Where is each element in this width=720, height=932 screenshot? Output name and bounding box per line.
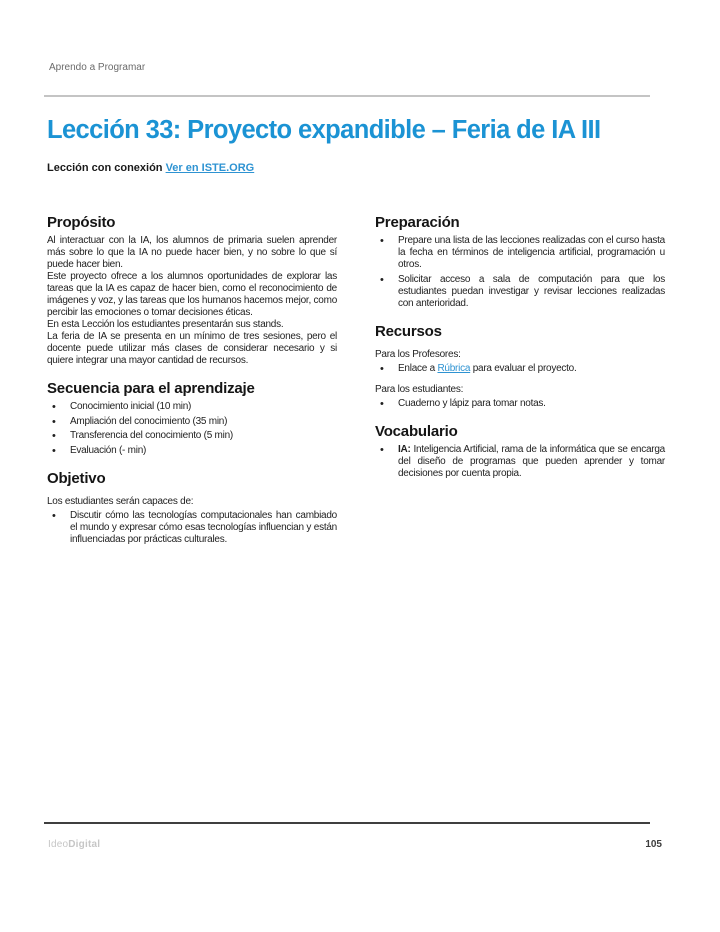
students-label: Para los estudiantes: [375,383,464,395]
list-item: • Ampliación del conocimiento (35 min) [47,416,337,428]
running-header: Aprendo a Programar [49,62,146,73]
vocabulario-list [375,444,665,480]
connection-line [47,162,665,174]
list-item: • Conocimiento inicial (10 min) [47,401,337,413]
proposito-heading: Propósito [47,214,116,231]
brand-ideo: Ideo [48,839,69,850]
list-item: • Evaluación (- min) [47,445,337,457]
list-item: • Discutir cómo las tecnologías computacionales han cambiado el mundo y expresar cómo esas tecnologías influencian y están influenciadas por prácticas culturales. [47,510,337,546]
page-number: 105 [645,839,662,850]
teachers-label: Para los Profesores: [375,348,461,360]
students-list [375,398,665,410]
proposito-paragraph: Este proyecto ofrece a los alumnos oportunidades de explorar las tareas que la IA es capaz de hacer bien, como el reconocimiento de imágenes y voz, y las tareas que los humanos hacemos mejor, como percibir las emociones o tomar decisiones éticas. [47,271,337,318]
page-title: Lección 33: Proyecto expandible – Feria de IA III [47,116,601,144]
preparacion-list [375,235,665,310]
brand-digital: Digital [68,839,101,850]
left-column [47,214,337,548]
secuencia-list [47,401,337,457]
vocab-term: IA: [398,443,411,455]
list-item [375,363,665,375]
content-columns [47,214,665,548]
footer-brand [48,839,100,850]
list-item [375,444,665,480]
resource-text-prefix: Enlace a [398,362,438,374]
rubrica-link[interactable]: Rúbrica [437,362,471,374]
proposito-paragraph: Al interactuar con la IA, los alumnos de primaria suelen aprender más sobre lo que la IA no puede hacer bien, y no sobre lo que sí puede hacer bien. [47,235,337,270]
recursos-heading: Recursos [375,322,442,340]
list-item: • Solicitar acceso a sala de computación para que los estudiantes puedan investigar y revisar lecciones realizadas con anterioridad. [375,274,665,310]
objetivo-intro: Los estudiantes serán capaces de: [47,495,194,507]
list-item: • Cuaderno y lápiz para tomar notas. [375,398,665,410]
secuencia-heading: Secuencia para el aprendizaje [47,380,255,397]
proposito-paragraph: La feria de IA se presenta en un mínimo de tres sesiones, pero el docente puede utilizar más clases de considerar necesario y si quiere integrar una mayor cantidad de recursos. [47,331,337,366]
connection-label: Lección con conexión [47,162,166,174]
page-footer [0,822,720,850]
preparacion-heading: Preparación [375,214,460,231]
objetivo-heading: Objetivo [47,469,106,487]
right-column [375,214,665,548]
list-item: • Prepare una lista de las lecciones realizadas con el curso hasta la fecha en términos de inteligencia artificial, programación u otros. [375,235,665,271]
header-divider [44,95,650,97]
proposito-paragraph: En esta Lección los estudiantes presentarán sus stands. [47,319,284,330]
vocabulario-heading: Vocabulario [375,422,458,440]
list-item: • Transferencia del conocimiento (5 min) [47,430,337,442]
iste-link[interactable]: Ver en ISTE.ORG [165,162,255,174]
vocab-definition: Inteligencia Artificial, rama de la informática que se encarga del diseño de programas que pueden aprender y tomar decisiones por cuenta propia. [398,443,665,479]
objetivo-list [47,510,337,546]
teachers-list [375,363,665,375]
resource-text-suffix: para evaluar el proyecto. [470,362,577,374]
